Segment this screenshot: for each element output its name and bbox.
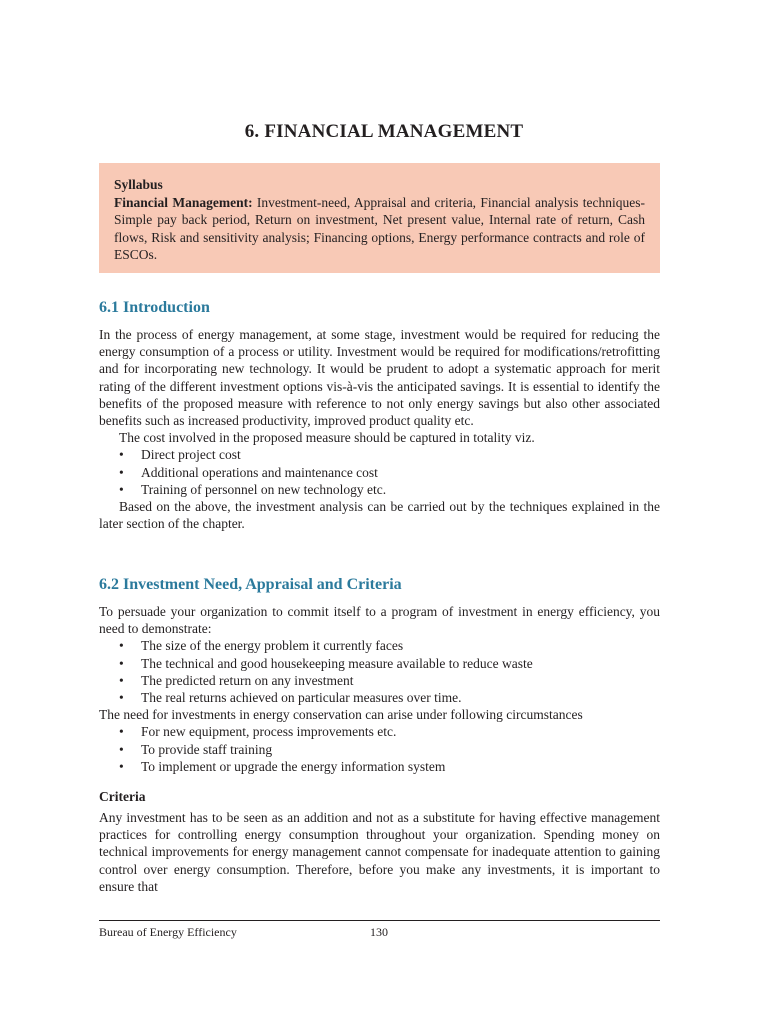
cost-paragraph: The cost involved in the proposed measure should be captured in totality viz. bbox=[119, 430, 535, 446]
list-item bbox=[99, 723, 660, 740]
syllabus-box bbox=[99, 163, 660, 273]
list-item bbox=[99, 655, 660, 672]
introduction-body bbox=[99, 326, 660, 532]
bullet-icon: • bbox=[119, 638, 124, 654]
demonstrate-list bbox=[99, 637, 660, 706]
list-item-text: To provide staff training bbox=[141, 741, 273, 757]
chapter-title: 6. FINANCIAL MANAGEMENT bbox=[244, 121, 524, 142]
list-item bbox=[99, 637, 660, 654]
list-item-text: The technical and good housekeeping measure available to reduce waste bbox=[141, 655, 533, 671]
bullet-icon: • bbox=[119, 672, 124, 688]
bullet-icon: • bbox=[119, 724, 124, 740]
cost-list bbox=[99, 446, 660, 498]
investment-need-body bbox=[99, 603, 660, 775]
bullet-icon: • bbox=[119, 758, 124, 774]
list-item bbox=[99, 741, 660, 758]
list-item-text: For new equipment, process improvements etc. bbox=[141, 724, 397, 740]
footer-publisher: Bureau of Energy Efficiency bbox=[99, 925, 237, 939]
list-item-text: Direct project cost bbox=[141, 447, 241, 463]
footer-divider bbox=[99, 920, 660, 921]
introduction-paragraph: In the process of energy management, at some stage, investment would be required for reducing the energy consumption of a process or utility. Investment would be required for modifications/retrofitting and for incorporating new technology. It would be prudent to adopt a systematic approach for merit rating of the different investment options vis-à-vis the anticipated savings. It is essential to identify the benefits of the proposed measure with reference to not only energy savings but also other associated benefits such as increased productivity, improved product quality etc. bbox=[99, 327, 660, 429]
list-item bbox=[99, 672, 660, 689]
section-heading-introduction: 6.1 Introduction bbox=[99, 299, 210, 316]
page-number: 130 bbox=[370, 925, 388, 939]
list-item-text: Additional operations and maintenance cost bbox=[141, 464, 378, 480]
bullet-icon: • bbox=[119, 447, 124, 463]
syllabus-topics: Investment-need, Appraisal and criteria, Financial analysis techniques-Simple pay back period, Return on investment, Net present value, Internal rate of return, Cash flows, Risk and sensitivity analysis; Financing options, Energy performance contracts and role of ESCOs. bbox=[114, 194, 645, 263]
criteria-body bbox=[99, 809, 660, 895]
list-item-text: The size of the energy problem it currently faces bbox=[141, 638, 404, 654]
list-item-text: To implement or upgrade the energy information system bbox=[141, 758, 446, 774]
list-item-text: The real returns achieved on particular measures over time. bbox=[141, 690, 462, 706]
syllabus-label: Financial Management: bbox=[114, 194, 253, 210]
list-item-text: Training of personnel on new technology etc. bbox=[141, 481, 387, 497]
syllabus-text bbox=[114, 194, 645, 264]
section-heading-investment-need: 6.2 Investment Need, Appraisal and Criteria bbox=[99, 576, 402, 593]
circumstances-list bbox=[99, 723, 660, 775]
persuade-paragraph: To persuade your organization to commit itself to a program of investment in energy efficiency, you need to demonstrate: bbox=[99, 604, 660, 637]
list-item bbox=[99, 689, 660, 706]
circumstances-paragraph: The need for investments in energy conservation can arise under following circumstances bbox=[99, 707, 583, 723]
criteria-paragraph: Any investment has to be seen as an addition and not as a substitute for having effective management practices for controlling energy consumption throughout your organization. Spending money on technical improvements for energy management cannot compensate for inadequate attention to gaining control over energy consumption. Therefore, before you make any investments, it is important to ensure that bbox=[99, 810, 660, 894]
analysis-paragraph: Based on the above, the investment analysis can be carried out by the techniques explained in the later section of the chapter. bbox=[99, 499, 660, 532]
bullet-icon: • bbox=[119, 655, 124, 671]
list-item bbox=[99, 464, 660, 481]
bullet-icon: • bbox=[119, 464, 124, 480]
list-item-text: The predicted return on any investment bbox=[141, 672, 354, 688]
bullet-icon: • bbox=[119, 741, 124, 757]
syllabus-heading: Syllabus bbox=[114, 177, 163, 192]
list-item bbox=[99, 481, 660, 498]
bullet-icon: • bbox=[119, 690, 124, 706]
criteria-heading: Criteria bbox=[99, 789, 146, 804]
list-item bbox=[99, 446, 660, 463]
list-item bbox=[99, 758, 660, 775]
bullet-icon: • bbox=[119, 481, 124, 497]
